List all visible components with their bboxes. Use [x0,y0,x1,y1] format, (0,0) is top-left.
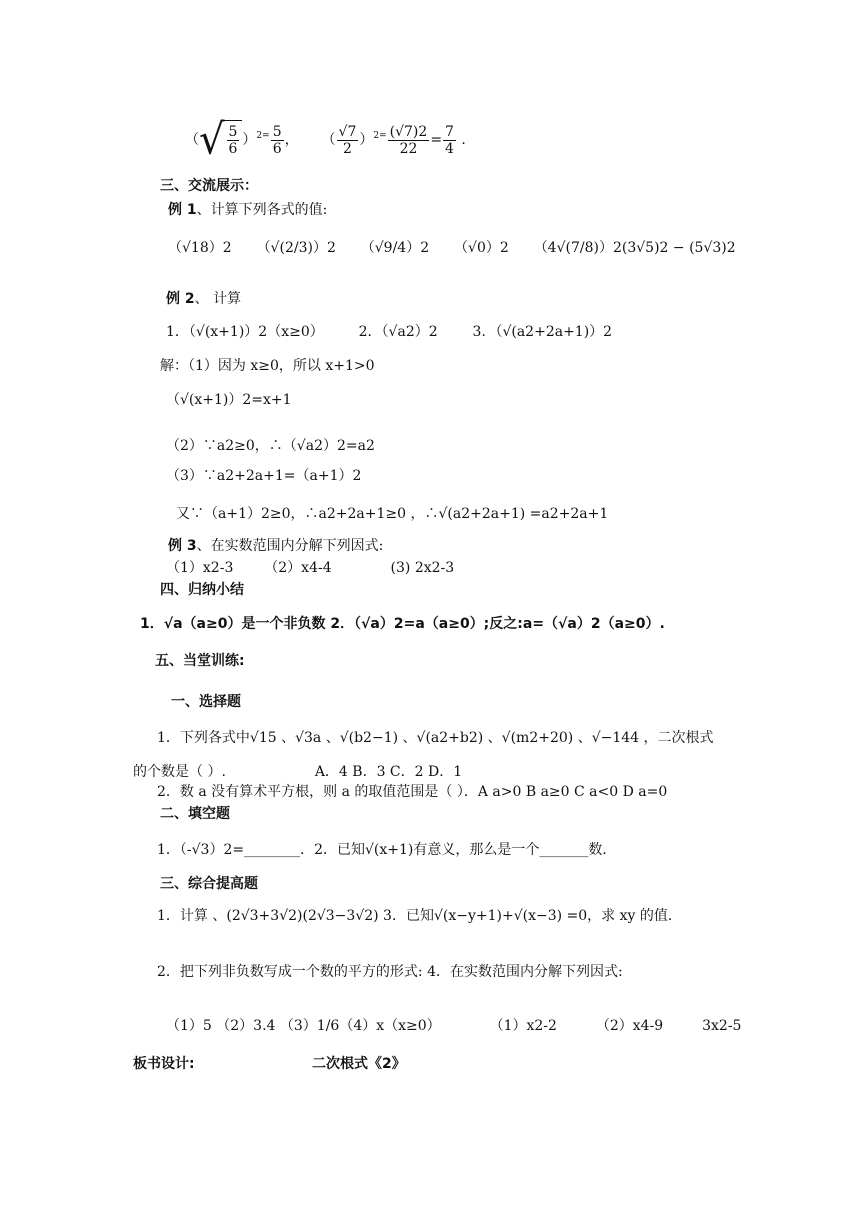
ex1-item-1: （√18）2 [168,240,232,256]
example-1: 例 1、计算下列各式的值: [168,202,328,218]
comprehensive-answers [166,1016,741,1036]
ex1-item-5: （4√(7/8)）2(3√5)2 − (5√3)2 [533,240,736,256]
ex1-item-4: （√0）2 [454,240,509,256]
example-3: 例 3、在实数范围内分解下列因式: [168,538,384,554]
ex1-item-3: （√9/4）2 [360,240,430,256]
fraction-sqrt7sq-2sq: $\frac{(√7)2}{22}$ [389,123,428,157]
solution-3: （3）∵a2+2a+1=（a+1）2 [166,468,362,484]
board-design-label: 板书设计: [133,1056,195,1072]
ex2-question-2: 2．（√a2）2 [358,324,438,340]
solution-2: （2）∵a2≥0，∴（√a2）2=a2 [166,438,375,454]
heading-choice: 一、选择题 [171,694,241,710]
choice-question-1b: 的个数是（ ）. A．4 B．3 C．2 D．1 [133,764,463,780]
section-heading-5: 五、当堂训练: [155,653,245,669]
board-design-title: 二次根式《2》 [312,1056,406,1072]
q4-item-1: （1）x2-2 [489,1018,557,1034]
comprehensive-q1-q3: 1．计算 、(2√3+3√2)(2√3−3√2) 3．已知√(x−y+1)+√(x−3) =0，求 xy 的值． [157,908,682,924]
heading-fill: 二、填空题 [160,806,230,822]
comprehensive-q2-q4: 2．把下列非负数写成一个数的平方的形式: 4．在实数范围内分解下列因式: [157,964,623,980]
example-1-items [168,238,736,258]
fraction-sqrt7-2: $\frac{√7}{2}$ [338,123,357,157]
example-2-questions [166,322,612,342]
solution-intro: 解：（1）因为 x≥0，所以 x+1>0 [160,358,375,374]
fraction-7-4: $\frac{7}{4}$ [445,123,454,157]
ex1-item-2: （√(2/3)）2 [256,240,336,256]
example-2: 例 2、 计算 [166,291,242,307]
sqrt-fraction-5-6: √ $\frac{5}{6}$ [199,120,242,160]
solution-4: 又∵（a+1）2≥0，∴a2+2a+1≥0 ，∴√(a2+2a+1) =a2+2a+1 [176,506,609,522]
choice-question-2: 2．数 a 没有算术平方根，则 a 的取值范围是（ ）．A a>0 B a≥0 C a<0 D a=0 [157,784,668,800]
summary-line: 1．√a（a≥0）是一个非负数 2．（√a）2=a（a≥0）;反之:a=（√a）2（a≥0）. [140,616,665,632]
choice-question-1a: 1．下列各式中√15 、√3a 、√(b2−1) 、√(a2+b2) 、√(m2+20) 、√−144 ，二次根式 [157,730,714,746]
ex3-item-2: （2）x4-4 [264,560,332,576]
fraction-5-6: $\frac{5}{6}$ [272,123,282,157]
solution-1: （√(x+1)）2=x+1 [166,392,292,408]
example-3-items [166,558,454,578]
ex3-item-1: （1）x2-3 [166,560,234,576]
ex3-item-3: (3) 2x2-3 [390,560,455,576]
ex2-question-1: 1．（√(x+1)）2（x≥0） [166,324,324,340]
fill-questions: 1．（-√3）2=________．2．已知√(x+1)有意义，那么是一个_______数． [157,842,617,858]
q4-item-2: （2）x4-9 [595,1018,664,1034]
formula-line-1: （ √ $\frac{5}{6}$ ）$^{2=}$ $\frac{5}{6}$ ， （ $\frac{√7}{2}$ ）$^{2=}$ $\frac{(√7)2}{22}$ = $\frac{7}{4}$ . [185,115,466,165]
heading-comprehensive: 三、综合提高题 [160,876,258,892]
ex2-question-3: 3．（√(a2+2a+1)）2 [472,324,613,340]
q4-item-3: 3x2-5 [702,1018,742,1034]
section-heading-3: 三、交流展示： [160,178,258,194]
q2-items: （1）5 （2）3.4 （3）1/6（4）x（x≥0） [166,1018,441,1034]
section-heading-4: 四、归纳小结 [160,582,244,598]
choice-options: A．4 B．3 C．2 D．1 [314,764,463,780]
